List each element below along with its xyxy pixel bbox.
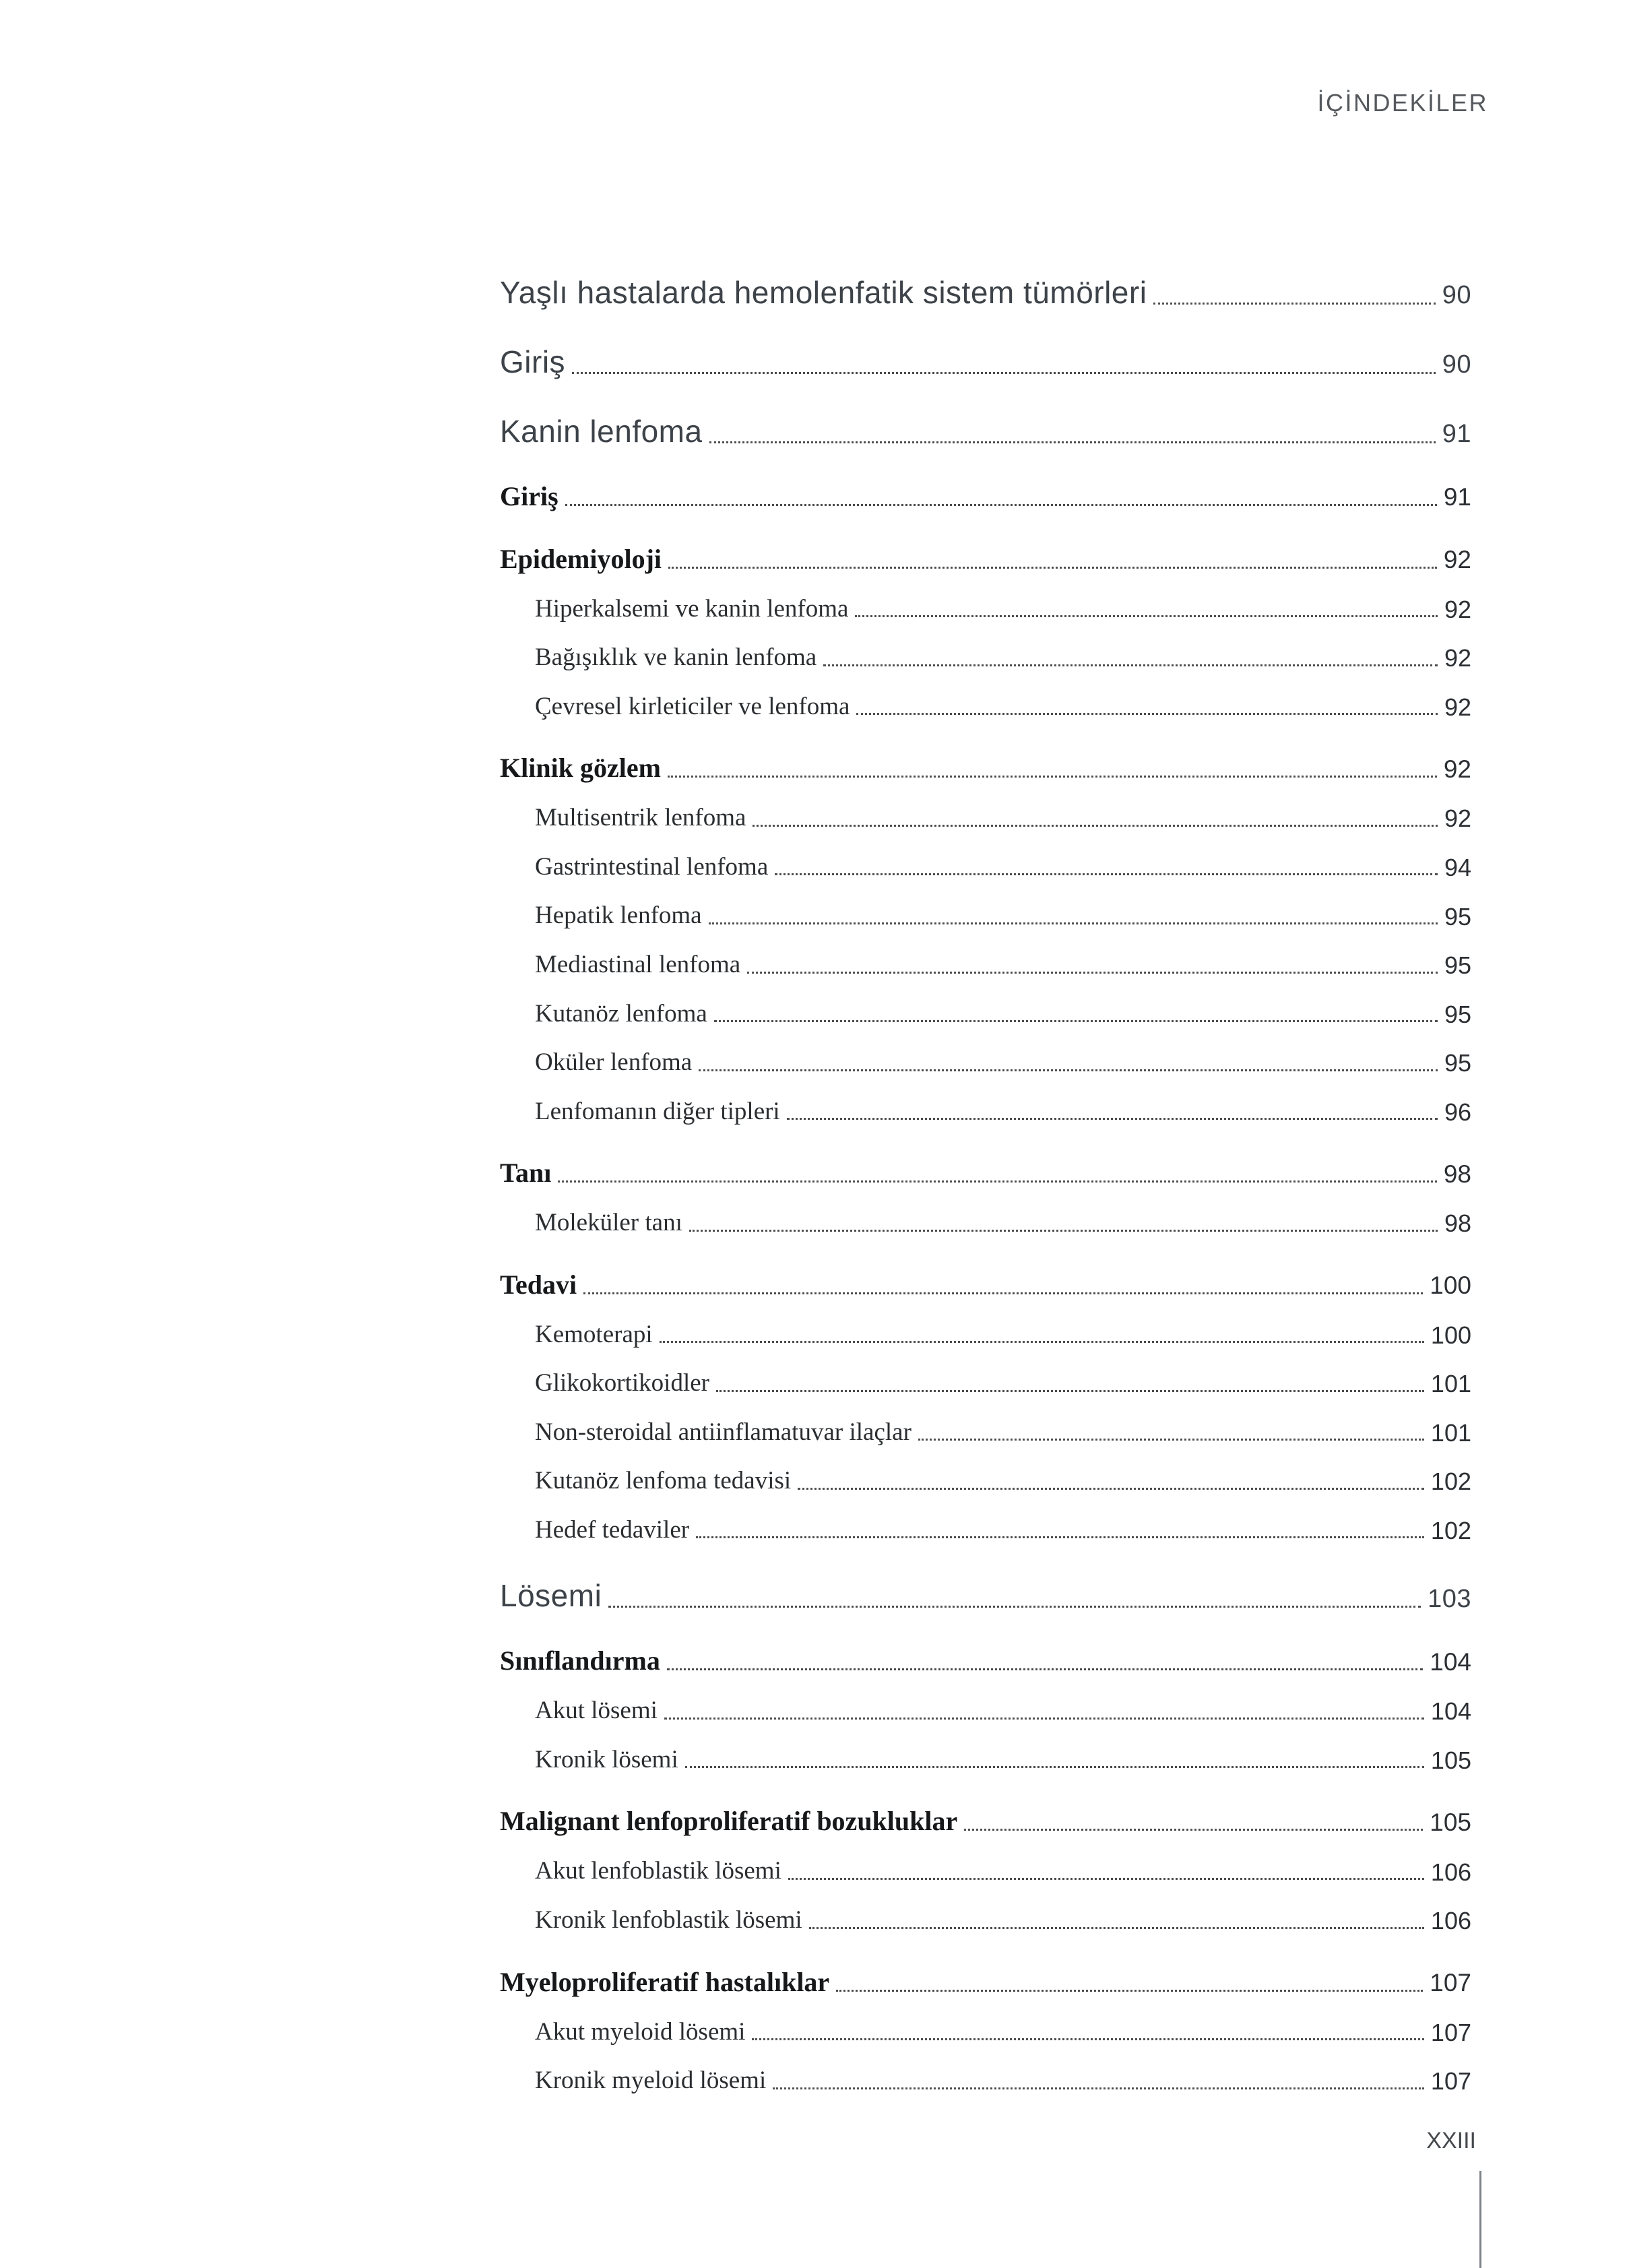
toc-entry bbox=[500, 1467, 1471, 1496]
toc-entry-page: 95 bbox=[1444, 902, 1471, 931]
toc-entry-label: Bağışıklık ve kanin lenfoma bbox=[535, 643, 817, 672]
toc-entry-page: 92 bbox=[1443, 755, 1471, 783]
toc-entry-label: Epidemiyoloji bbox=[500, 543, 662, 574]
toc-entry bbox=[500, 1806, 1471, 1837]
toc-list bbox=[500, 0, 1471, 2096]
toc-entry-label: Tanı bbox=[500, 1158, 552, 1189]
dotted-leader bbox=[856, 713, 1438, 715]
toc-entry-page: 92 bbox=[1443, 546, 1471, 574]
dotted-leader bbox=[696, 1536, 1424, 1538]
toc-entry bbox=[500, 753, 1471, 784]
toc-entry bbox=[500, 1645, 1471, 1676]
toc-entry bbox=[500, 481, 1471, 512]
toc-entry-label: Giriş bbox=[500, 344, 566, 379]
toc-entry bbox=[500, 902, 1471, 931]
toc-entry-label: Malignant lenfoproliferatif bozukluklar bbox=[500, 1806, 958, 1837]
dotted-leader bbox=[714, 1020, 1438, 1022]
toc-entry-page: 105 bbox=[1430, 1808, 1471, 1836]
dotted-leader bbox=[664, 1718, 1424, 1720]
toc-entry bbox=[500, 1158, 1471, 1189]
toc-entry-page: 106 bbox=[1430, 1907, 1471, 1935]
toc-entry-page: 100 bbox=[1430, 1321, 1471, 1349]
toc-entry bbox=[500, 1967, 1471, 1998]
toc-entry-page: 95 bbox=[1444, 951, 1471, 980]
toc-entry-label: Kronik lenfoblastik lösemi bbox=[535, 1905, 802, 1934]
toc-entry bbox=[500, 1697, 1471, 1726]
toc-entry-label: Tedavi bbox=[500, 1269, 577, 1300]
toc-entry-label: Akut lösemi bbox=[535, 1697, 658, 1725]
dotted-leader bbox=[572, 372, 1436, 374]
toc-entry-label: Kutanöz lenfoma tedavisi bbox=[535, 1467, 792, 1495]
toc-entry bbox=[500, 595, 1471, 624]
toc-entry-label: Kronik myeloid lösemi bbox=[535, 2067, 767, 2095]
toc-entry bbox=[500, 1418, 1471, 1447]
toc-entry-page: 92 bbox=[1444, 693, 1471, 721]
dotted-leader bbox=[689, 1230, 1438, 1232]
dotted-leader bbox=[836, 1990, 1423, 1992]
dotted-leader bbox=[918, 1439, 1424, 1441]
toc-entry bbox=[500, 1209, 1471, 1238]
toc-entry bbox=[500, 693, 1471, 722]
dotted-leader bbox=[660, 1341, 1424, 1343]
toc-entry-label: Giriş bbox=[500, 480, 558, 511]
dotted-leader bbox=[583, 1292, 1423, 1294]
toc-entry bbox=[500, 1578, 1471, 1614]
toc-entry-page: 102 bbox=[1430, 1468, 1471, 1496]
toc-entry-label: Klinik gözlem bbox=[500, 753, 661, 784]
toc-entry bbox=[500, 1746, 1471, 1775]
dotted-leader bbox=[558, 1180, 1436, 1183]
toc-entry-page: 107 bbox=[1430, 2067, 1471, 2096]
toc-entry-label: Akut myeloid lösemi bbox=[535, 2017, 746, 2046]
toc-entry-label: Hedef tedaviler bbox=[535, 1515, 690, 1544]
page-header-title: İÇİNDEKİLER bbox=[1317, 89, 1488, 117]
dotted-leader bbox=[798, 1488, 1424, 1490]
toc-entry-page: 106 bbox=[1430, 1858, 1471, 1886]
footer-vertical-rule bbox=[1479, 2171, 1481, 2268]
toc-entry-page: 102 bbox=[1430, 1517, 1471, 1545]
toc-entry-label: Hepatik lenfoma bbox=[535, 902, 702, 930]
toc-entry-page: 103 bbox=[1428, 1584, 1471, 1613]
toc-entry-page: 95 bbox=[1444, 1049, 1471, 1077]
dotted-leader bbox=[608, 1606, 1421, 1608]
dotted-leader bbox=[773, 2087, 1424, 2089]
toc-entry-label: Oküler lenfoma bbox=[535, 1048, 693, 1077]
toc-entry-page: 105 bbox=[1430, 1746, 1471, 1775]
toc-entry-label: Lösemi bbox=[500, 1578, 602, 1614]
toc-entry-page: 101 bbox=[1430, 1418, 1471, 1447]
toc-entry bbox=[500, 1269, 1471, 1300]
toc-entry-label: Kemoterapi bbox=[535, 1320, 653, 1348]
toc-entry bbox=[500, 643, 1471, 672]
toc-entry bbox=[500, 1516, 1471, 1545]
dotted-leader bbox=[668, 776, 1437, 778]
toc-entry bbox=[500, 804, 1471, 833]
dotted-leader bbox=[565, 504, 1437, 506]
toc-entry-page: 101 bbox=[1430, 1370, 1471, 1398]
dotted-leader bbox=[752, 2038, 1424, 2040]
toc-entry-page: 91 bbox=[1442, 419, 1471, 448]
dotted-leader bbox=[753, 825, 1438, 827]
toc-entry bbox=[500, 1369, 1471, 1398]
toc-entry-page: 94 bbox=[1444, 854, 1471, 882]
toc-entry bbox=[500, 1048, 1471, 1077]
toc-entry-label: Kanin lenfoma bbox=[500, 413, 703, 449]
toc-entry-page: 104 bbox=[1430, 1647, 1471, 1676]
toc-entry-label: Akut lenfoblastik lösemi bbox=[535, 1857, 781, 1885]
toc-entry-label: Yaşlı hastalarda hemolenfatik sistem tümörleri bbox=[500, 275, 1147, 310]
toc-entry bbox=[500, 1857, 1471, 1886]
toc-entry-label: Myeloproliferatif hastalıklar bbox=[500, 1966, 830, 1997]
toc-entry-page: 90 bbox=[1442, 350, 1471, 379]
toc-entry bbox=[500, 275, 1471, 311]
toc-entry bbox=[500, 2018, 1471, 2047]
toc-entry-label: Gastrintestinal lenfoma bbox=[535, 852, 769, 881]
dotted-leader bbox=[709, 441, 1436, 443]
dotted-leader bbox=[1153, 303, 1435, 305]
dotted-leader bbox=[787, 1118, 1438, 1120]
dotted-leader bbox=[685, 1766, 1424, 1768]
dotted-leader bbox=[964, 1829, 1423, 1831]
dotted-leader bbox=[709, 922, 1438, 924]
toc-entry-page: 107 bbox=[1430, 1968, 1471, 1996]
toc-entry-page: 98 bbox=[1443, 1160, 1471, 1188]
dotted-leader bbox=[668, 567, 1437, 569]
toc-entry-label: Kutanöz lenfoma bbox=[535, 999, 707, 1028]
toc-entry-page: 92 bbox=[1444, 595, 1471, 623]
dotted-leader bbox=[747, 972, 1438, 974]
toc-entry bbox=[500, 2067, 1471, 2096]
dotted-leader bbox=[809, 1927, 1424, 1929]
toc-entry bbox=[500, 344, 1471, 380]
dotted-leader bbox=[716, 1390, 1424, 1392]
dotted-leader bbox=[699, 1069, 1438, 1071]
toc-entry-label: Mediastinal lenfoma bbox=[535, 950, 741, 978]
toc-entry-page: 90 bbox=[1442, 281, 1471, 310]
toc-entry-page: 95 bbox=[1444, 1000, 1471, 1028]
toc-entry-page: 91 bbox=[1443, 483, 1471, 511]
toc-entry bbox=[500, 853, 1471, 882]
toc-entry-label: Kronik lösemi bbox=[535, 1745, 678, 1773]
toc-entry-page: 92 bbox=[1444, 644, 1471, 672]
toc-entry-page: 104 bbox=[1430, 1697, 1471, 1726]
toc-entry-label: Sınıflandırma bbox=[500, 1645, 660, 1676]
footer-page-number: XXIII bbox=[1426, 2128, 1476, 2153]
toc-entry-label: Lenfomanın diğer tipleri bbox=[535, 1097, 780, 1125]
dotted-leader bbox=[667, 1668, 1423, 1670]
toc-entry-label: Çevresel kirleticiler ve lenfoma bbox=[535, 692, 850, 720]
toc-entry bbox=[500, 544, 1471, 575]
toc-entry-label: Multisentrik lenfoma bbox=[535, 804, 746, 832]
toc-entry bbox=[500, 1000, 1471, 1029]
toc-entry bbox=[500, 1906, 1471, 1935]
toc-entry-label: Non-steroidal antiinflamatuvar ilaçlar bbox=[535, 1418, 912, 1446]
dotted-leader bbox=[788, 1878, 1424, 1880]
toc-entry-page: 96 bbox=[1444, 1098, 1471, 1126]
dotted-leader bbox=[775, 873, 1438, 875]
toc-entry bbox=[500, 951, 1471, 980]
toc-entry-page: 98 bbox=[1444, 1209, 1471, 1238]
toc-entry-label: Glikokortikoidler bbox=[535, 1369, 709, 1397]
toc-entry bbox=[500, 1321, 1471, 1350]
toc-entry-label: Moleküler tanı bbox=[535, 1209, 682, 1237]
toc-entry-page: 107 bbox=[1430, 2018, 1471, 2046]
dotted-leader bbox=[855, 615, 1438, 617]
toc-entry-page: 92 bbox=[1444, 805, 1471, 833]
toc-entry bbox=[500, 414, 1471, 449]
toc-entry-page: 100 bbox=[1430, 1271, 1471, 1300]
toc-entry-label: Hiperkalsemi ve kanin lenfoma bbox=[535, 594, 849, 623]
toc-entry bbox=[500, 1098, 1471, 1127]
dotted-leader bbox=[823, 664, 1438, 666]
